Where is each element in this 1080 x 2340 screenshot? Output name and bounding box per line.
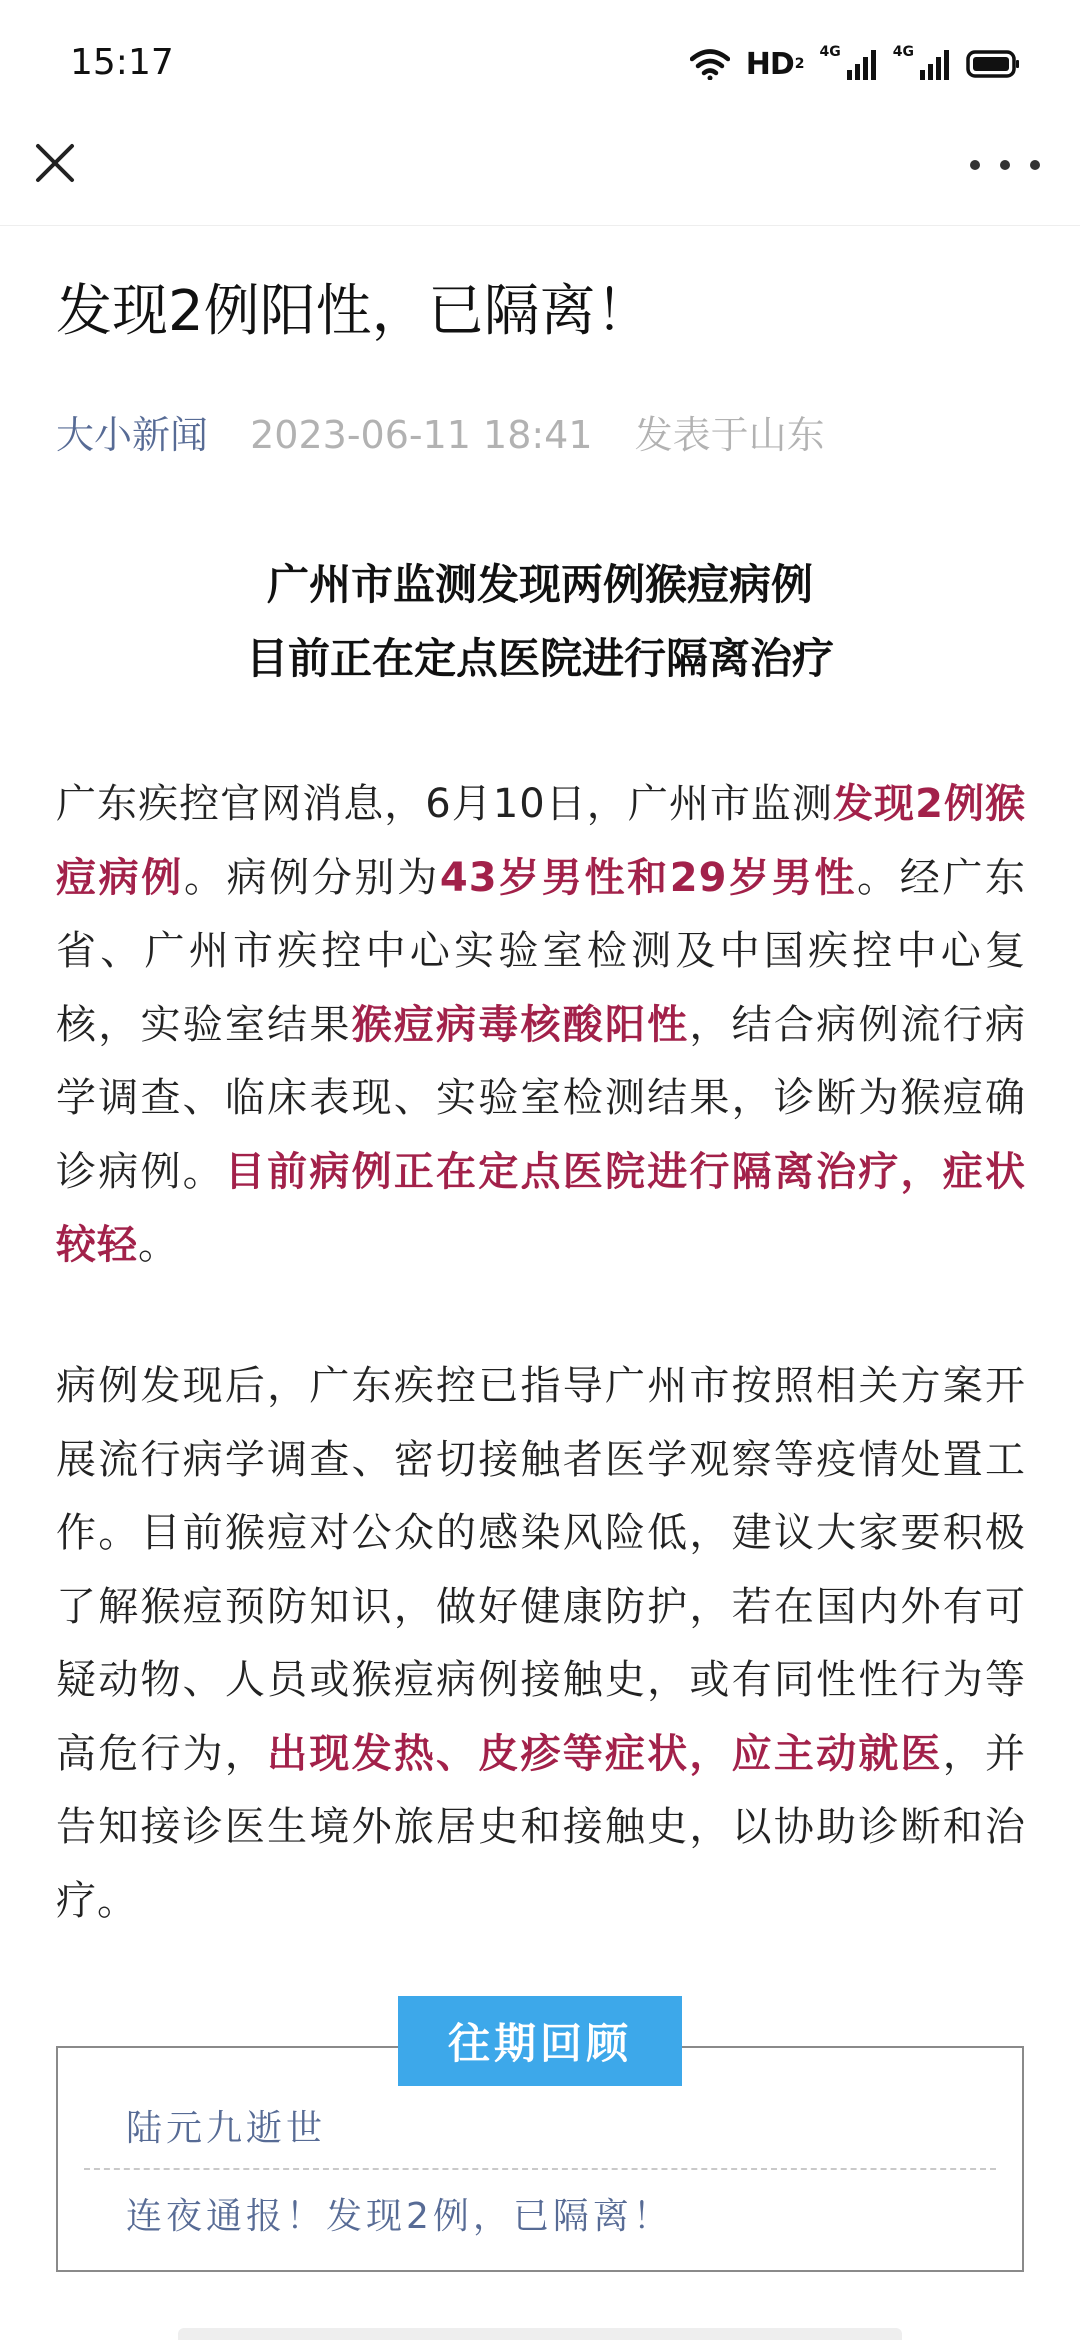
subheading-line-2: 目前正在定点医院进行隔离治疗	[245, 634, 834, 683]
highlight-run: 43岁男性和29岁男性	[439, 854, 858, 901]
text-run: 广东疾控官网消息，6月10日，广州市监测	[56, 781, 834, 827]
more-dot	[970, 160, 980, 170]
close-icon[interactable]	[30, 138, 80, 188]
article-title: 发现2例阳性，已隔离！	[56, 279, 652, 344]
nav-bar	[0, 120, 1080, 226]
past-review-link-2[interactable]: 连夜通报！发现2例，已隔离！	[126, 2196, 673, 2237]
highlight-run: 目前病例正在定点医院进行隔离治疗，症状较轻	[56, 1148, 1027, 1268]
hd-indicator	[746, 47, 804, 82]
signal-icon-2	[920, 48, 950, 80]
battery-icon	[966, 49, 1020, 79]
status-time: 15:17	[70, 42, 174, 83]
wifi-icon	[690, 48, 730, 80]
hd-sub: 2	[794, 56, 804, 72]
network-type-2: 4G	[892, 44, 914, 60]
signal-icon	[847, 48, 877, 80]
article-paragraph-1	[56, 768, 1026, 1283]
publish-location: 发表于山东	[634, 413, 825, 457]
more-dot	[1000, 160, 1010, 170]
more-icon[interactable]	[970, 140, 1040, 190]
text-run: 病例发现后，广东疾控已指导广州市按照相关方案开展流行病学调查、密切接触者医学观察等疫情处置工作。目前猴痘对公众的感染风险低，建议大家要积极了解猴痘预防知识，做好健康防护，若在国内外有可疑动物、人员或猴痘病例接触史，或有同性性行为等高危行为，	[56, 1363, 1026, 1777]
text-run: 。经广东省、广州市疾控中心实验室检测及中国疾控中心复核，实验室结果	[56, 854, 1027, 1048]
more-dot	[1030, 160, 1040, 170]
status-icons	[690, 44, 1020, 84]
text-run: ，结合病例流行病学调查、临床表现、实验室检测结果，诊断为猴痘确诊病例。	[56, 1001, 1027, 1195]
bottom-toolbar-stub	[178, 2328, 902, 2340]
highlight-run: 发现2例猴痘病例	[56, 781, 1026, 901]
highlight-run: 猴痘病毒核酸阳性	[351, 1001, 690, 1048]
article-meta	[56, 404, 825, 459]
text-run: ，并告知接诊医生境外旅居史和接触史，以协助诊断和治疗。	[56, 1730, 1027, 1924]
article-subheading	[0, 548, 1080, 696]
network-type-1: 4G	[819, 44, 841, 60]
article-paragraph-2	[56, 1350, 1026, 1938]
text-run: 。病例分别为	[183, 854, 440, 901]
author-link[interactable]: 大小新闻	[56, 413, 209, 457]
highlight-run: 出现发热、皮疹等症状，应主动就医	[267, 1730, 943, 1777]
hd-text: HD	[745, 46, 794, 82]
review-divider	[84, 2168, 996, 2170]
past-review-label: 往期回顾	[398, 1996, 682, 2086]
publish-date: 2023-06-11 18:41	[250, 413, 593, 457]
subheading-line-1: 广州市监测发现两例猴痘病例	[266, 560, 813, 609]
text-run: 。	[138, 1222, 179, 1268]
status-bar	[0, 0, 1080, 130]
past-review-link-1[interactable]: 陆元九逝世	[126, 2108, 327, 2149]
